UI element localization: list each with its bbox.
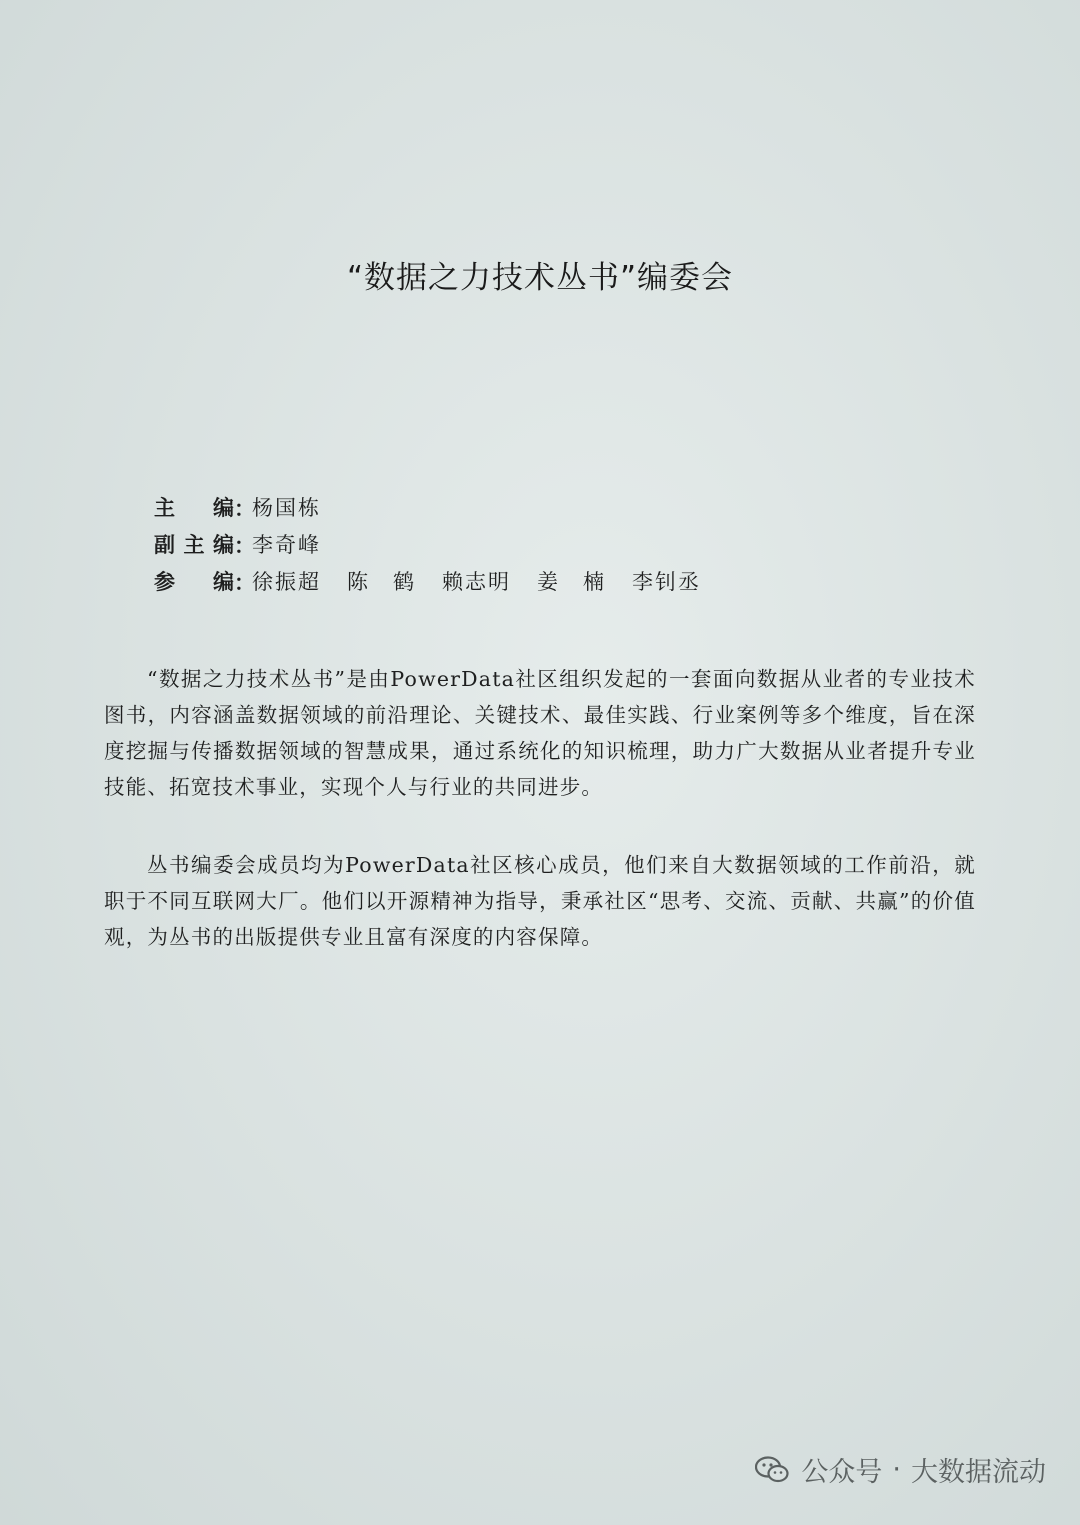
editor-role: 副主编 xyxy=(154,533,234,557)
editor-name: 陈 鹤 xyxy=(347,570,416,594)
editor-name: 李钊丞 xyxy=(632,570,701,594)
watermark-account: 大数据流动 xyxy=(911,1457,1046,1488)
editor-name: 徐振超 xyxy=(252,570,321,594)
page-title: “数据之力技术丛书”编委会 xyxy=(346,260,734,296)
editor-names xyxy=(252,564,727,601)
editor-colon: ： xyxy=(234,533,255,558)
editor-names xyxy=(252,527,347,564)
editor-role: 主编 xyxy=(154,496,234,520)
editor-colon: ： xyxy=(234,496,255,521)
editor-list xyxy=(154,490,727,601)
editor-role: 参编 xyxy=(154,570,234,594)
committee-paragraph: 丛书编委会成员均为PowerData社区核心成员，他们来自大数据领域的工作前沿，就职于不同互联网大厂。他们以开源精神为指导，秉承社区“思考、交流、贡献、共赢”的价值观，为丛书的出版提供专业且富有深度的内容保障。 xyxy=(104,852,976,949)
watermark-prefix: 公众号 xyxy=(801,1457,883,1488)
editor-names xyxy=(252,490,347,527)
editor-name: 杨国栋 xyxy=(252,496,321,520)
editor-row-deputy xyxy=(154,527,727,564)
editor-row-contributors xyxy=(154,564,727,601)
wechat-icon xyxy=(755,1456,789,1484)
editor-name: 李奇峰 xyxy=(252,533,321,557)
editor-colon: ： xyxy=(234,570,255,595)
editor-name: 赖志明 xyxy=(442,570,511,594)
intro-paragraph: “数据之力技术丛书”是由PowerData社区组织发起的一套面向数据从业者的专业技术图书，内容涵盖数据领域的前沿理论、关键技术、最佳实践、行业案例等多个维度，旨在深度挖掘与传播数据领域的智慧成果，通过系统化的知识梳理，助力广大数据从业者提升专业技能、拓宽技术事业，实现个人与行业的共同进步。 xyxy=(104,666,976,799)
watermark-separator: · xyxy=(892,1454,901,1485)
watermark xyxy=(755,1450,1046,1489)
editor-name: 姜 楠 xyxy=(537,570,606,594)
editor-row-chief xyxy=(154,490,727,527)
